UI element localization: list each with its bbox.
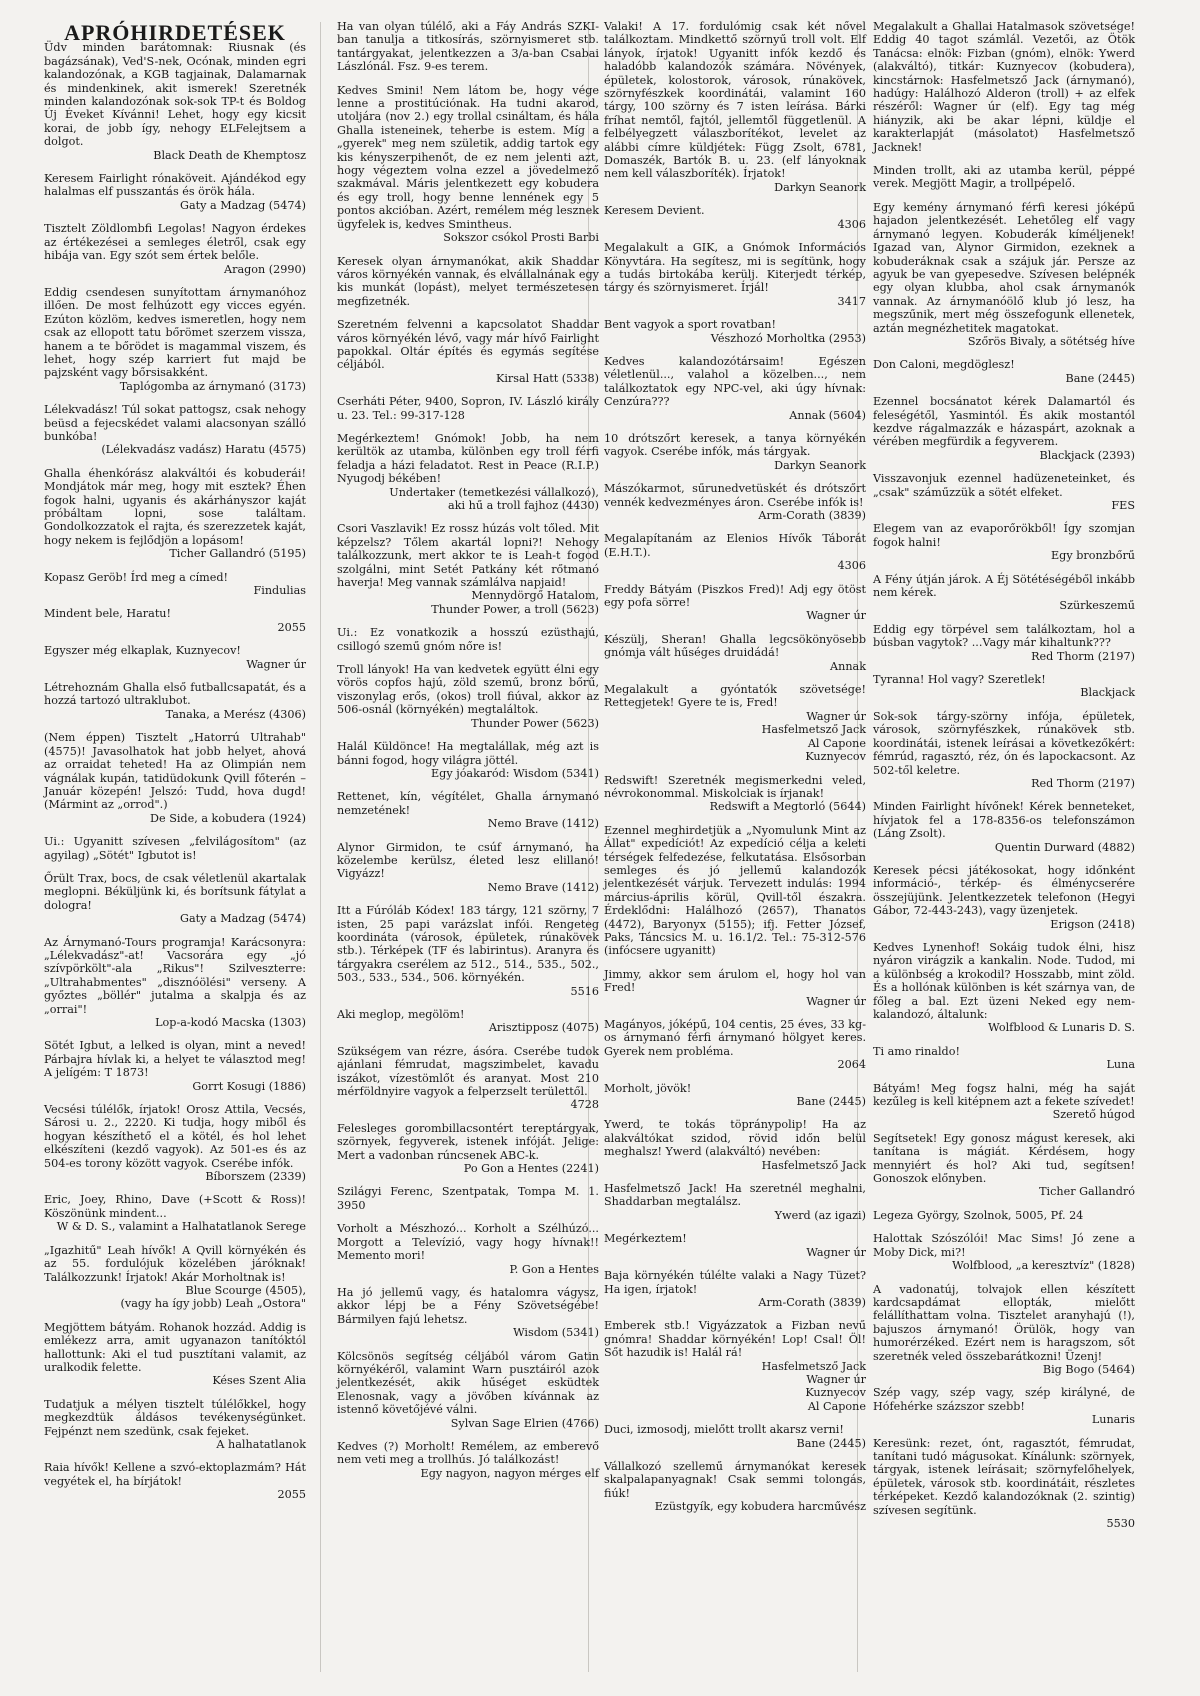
classified-ad: [604, 432, 866, 472]
classified-ad: [873, 1283, 1135, 1377]
classified-ad: [44, 286, 306, 393]
ad-text: A Fény útján járok. A Éj Sötétéségéből inkább nem kérek.: [873, 572, 1135, 600]
ad-signature: Hasfelmetsző Jack: [761, 1158, 866, 1172]
ad-text: Tudatjuk a mélyen tisztelt túlélőkkel, hogy megkezdtük áldásos tevékenységünket. Fejpénzt nem szedünk, csak fejeket.: [44, 1397, 306, 1438]
ad-text: Ui.: Ugyanitt szívesen „felvilágosítom" (az agyilag) „Sötét" Igbutot is!: [44, 835, 306, 862]
classified-ad: [873, 472, 1135, 512]
classified-ad: [873, 623, 1135, 663]
ad-signature: Hasfelmetsző Jack: [761, 723, 866, 737]
ad-text: Baja környékén túlélte valaki a Nagy Tüzet? Ha igen, írjatok!: [604, 1269, 866, 1296]
ad-text: Szeretném felvenni a kapcsolatot Shaddar város környékén lévő, vagy már hívő Fairlight papokkal. Oltár építés és egymás segítése céljából.: [337, 318, 599, 372]
ad-signature: Red Thorm (2197): [1031, 649, 1135, 663]
classified-ad: [873, 1045, 1135, 1072]
ad-signature: Kuznyecov: [805, 1386, 866, 1400]
ad-signature: Luna: [1106, 1058, 1135, 1072]
ad-signature: Bane (2445): [796, 1436, 866, 1450]
ad-text: Segítsetek! Egy gonosz mágust keresek, aki tanítana is mágiát. Kérdésem, hogy mennyiért és hol? Aki tud, segítsen! Gonoszok előnyben.: [873, 1131, 1135, 1186]
ad-signature: Arm-Corath (3839): [758, 1295, 866, 1309]
classified-ad: [337, 1222, 599, 1276]
ad-text: Freddy Bátyám (Piszkos Fred)! Adj egy ötöst egy pofa sörre!: [604, 582, 866, 610]
ad-signature: 2055: [277, 1488, 306, 1502]
classified-ad: [44, 1103, 306, 1183]
ad-signature: Egy bronzbőrű: [1051, 549, 1135, 563]
ad-text: Itt a Fúróláb Kódex! 183 tárgy, 121 szörny, 7 isten, 25 papi varázslat infói. Rengeteg koordináta (városok, épületek, rúnakövek stb.). Térképek (TF és labirintus). Aranyra és tárgyakra cserélem az 512., 514., 535., 502., 503., 533., 534., 506. környékén.: [337, 904, 599, 985]
ad-signature: Wagner úr: [806, 609, 866, 623]
ad-text: Készülj, Sheran! Ghalla legcsökönyösebb gnómja vált hűséges druidádá!: [604, 632, 866, 660]
classified-ad: [604, 204, 866, 231]
ad-text: Keresem Fairlight rónaköveit. Ajándékod egy halalmas elf pusszantás és örök hála.: [44, 172, 306, 199]
ad-signature: Wolfblood & Lunaris D. S.: [988, 1021, 1135, 1035]
ad-text: Ha jó jellemű vagy, és hatalomra vágysz, akkor lépj be a Fény Szövetségébe! Bármilyen fajú lehetsz.: [337, 1285, 599, 1326]
ad-text: Ghalla éhenkórász alakváltói és kobuderái! Mondjátok már meg, hogy mit esztek? Éhen fogok halni, ugyanis és akárhányszor kaját próbáltam lopni, sose találtam. Gondolkozzatok el rajta, és szerezzetek kaját, hogy nekem is fejlődjön a lopásom!: [44, 466, 306, 547]
ad-signature: 2064: [837, 1058, 866, 1072]
ad-signature: Red Thorm (2197): [1031, 776, 1135, 790]
ad-signature: Sokszor csókol Prosti Barbi: [443, 231, 599, 245]
classified-ad: [44, 1398, 306, 1452]
ad-signature: Nemo Brave (1412): [487, 880, 599, 894]
ad-signature: FES: [1111, 499, 1135, 512]
classified-ad: [337, 522, 599, 616]
classified-ad: [604, 1118, 866, 1172]
ad-text: Tisztelt Zöldlombfi Legolas! Nagyon érdekes az értékezései a semleges életről, csak egy hibája van. Egy szót sem értek belőle.: [44, 222, 306, 263]
ad-signature: Arm-Corath (3839): [758, 509, 866, 522]
classified-ad: [44, 172, 306, 212]
classified-ad: [873, 800, 1135, 854]
ad-text: Legeza György, Szolnok, 5005, Pf. 24: [873, 1208, 1084, 1222]
ad-text: Keresek olyan árnymanókat, akik Shaddar város környékén vannak, és elvállalnának egy kis munkát (lopást), melyet természetesen megfizetnék.: [337, 254, 599, 308]
ad-signature: Szerető húgod: [1052, 1108, 1135, 1122]
ad-signature: Aragon (2990): [224, 262, 306, 276]
ad-text: Szükségem van rézre, ásóra. Cserébe tudok ajánlani fémrudat, magszimbelet, kavadu iszákot, vízestömlőt és aranyat. Most 210 mérföldnyire vagyok a felperzselt területtől.: [337, 1044, 599, 1099]
ad-signature: Blackjack: [1080, 686, 1135, 700]
classified-ad: [44, 571, 306, 598]
ad-signature: (Lélekvadász vadász) Haratu (4575): [101, 443, 306, 457]
ad-signature: Wisdom (5341): [513, 1326, 599, 1340]
ad-signature: Tanaka, a Merész (4306): [165, 707, 306, 721]
ad-signature: Lunaris: [1091, 1413, 1135, 1427]
ad-signature: Kirsal Hatt (5338): [495, 371, 599, 385]
ad-text: Ui.: Ez vonatkozik a hosszú ezüsthajú, csillogó szemű gnóm nőre is!: [337, 626, 599, 653]
ad-signature: Wagner úr: [806, 1372, 866, 1386]
ad-text: Minden Fairlight hívőnek! Kérek benneteket, hívjatok fel a 178-8356-os telefonszámon (Láng Zsolt).: [873, 800, 1135, 841]
ad-text: Ezennel meghirdetjük a „Nyomulunk Mint az Állat" expedíciót! Az expedíció célja a keleti térségek felfedezése, felkutatása. Elsősorban semleges és jó jellemű kalandozók jelentkezését várjuk. Tervezett indulás: 1994 március-április körül, Qvill-től északra. Érdeklődni: Halálhozó (2657), Thanatos (4472), Baryonyx (5155); ifj. Fetter József, Paks, Táncsics M. u. 16.1/2. Tel.: 75-312-576 (infócsere ugyanitt): [604, 823, 866, 958]
classified-ad: [604, 774, 866, 814]
ad-text: Elegem van az evaporőrökből! Így szomjan fogok halni!: [873, 522, 1135, 549]
ad-text: Megalakult a Ghallai Hatalmasok szövetsége! Eddig 40 tagot számlál. Vezetői, az Ötök Tanácsa: elnök: Fizban (gnóm), elnök: Ywerd (alakváltó), titkár: Kuznyecov (kobudera), kincstárnok: Hasfelmetsző Jack (árnymanó), hadúgy: Halálhozó Alderon (troll) + az elfek részéről: Wagner úr (elf). Egy tag még hiányzik, aki be akar lépni, küldje el karakterlapját (másolatot) Hasfelmetsző Jacknek!: [873, 20, 1135, 154]
ad-signature: Erigson (2418): [1050, 917, 1135, 931]
classified-ad: [44, 403, 306, 457]
classified-ad: [604, 583, 866, 623]
classified-ad: [337, 1008, 599, 1035]
ad-text: Kopasz Geröb! Írd meg a címed!: [44, 570, 229, 584]
classified-ad: [873, 1232, 1135, 1272]
classified-ad: [44, 1193, 306, 1233]
ad-signature: 4306: [837, 559, 866, 573]
ad-text: Visszavonjuk ezennel hadüzeneteinket, és „csak" száműzzük a sötét elfeket.: [873, 472, 1135, 499]
ad-text: Magányos, jóképű, 104 centis, 25 éves, 33 kg-os árnymanó férfi árnymanó hölgyet keres. Gyerek nem probléma.: [604, 1018, 866, 1058]
classified-ad: [604, 824, 866, 958]
ad-signature: Al Capone: [807, 1399, 866, 1413]
ad-signature: 5516: [570, 984, 599, 998]
ad-signature: Bane (2445): [796, 1095, 866, 1109]
ad-signature: 2055: [277, 620, 306, 634]
classified-ad: [873, 673, 1135, 700]
ad-text: Hasfelmetsző Jack! Ha szeretnél meghalni, Shaddarban megtalálsz.: [604, 1182, 866, 1209]
classified-ad: [44, 936, 306, 1030]
ad-text: Morholt, jövök!: [604, 1081, 692, 1095]
classified-ad: [604, 20, 866, 194]
ad-text: 10 drótszőrt keresek, a tanya környékén vagyok. Cserébe infók, más tárgyak.: [604, 431, 866, 459]
ad-signature: Szőrös Bivaly, a sötétség híve: [967, 334, 1135, 348]
ad-signature: Black Death de Khemptosz: [153, 148, 306, 162]
classified-ad: [604, 1319, 866, 1413]
classified-ad: [873, 1132, 1135, 1199]
classified-ad: [337, 432, 599, 512]
ad-text: Halottak Szószólói! Mac Sims! Jó zene a Moby Dick, mi?!: [873, 1232, 1135, 1259]
column-3: [604, 20, 866, 1524]
ad-signature: Gaty a Madzag (5474): [180, 912, 306, 926]
classified-ad: [44, 607, 306, 634]
ad-text: Ha van olyan túlélő, aki a Fáy András SZKI-ban tanulja a titkosírás, szörnyismeret stb. tantárgyakat, jelentkezzen a 3/a-ban Csabai Lászlónál. Fsz. 9-es terem.: [337, 20, 599, 74]
ad-text: Keresek pécsi játékosokat, hogy időnként információ-, térkép- és élménycserére összejüjünk. Jelentkezzetek telefonon (Hegyi Gábor, 72-443-243), vagy üzenjetek.: [873, 863, 1135, 918]
classified-ad: [337, 1286, 599, 1340]
column-1: [44, 20, 306, 1512]
page-title: APRÓHIRDETÉSEK: [64, 20, 286, 45]
ad-text: Don Caloni, megdöglesz!: [873, 358, 1015, 372]
ad-signature: Egy nagyon, nagyon mérges elf: [420, 1466, 599, 1480]
classified-ad: [873, 710, 1135, 790]
ad-signature: 3417: [837, 294, 866, 308]
ad-signature: Wolfblood, „a keresztvíz" (1828): [952, 1259, 1135, 1273]
classified-ad: [604, 1082, 866, 1109]
ad-signature: Bane (2445): [1065, 371, 1135, 385]
ad-signature: De Side, a kobudera (1924): [150, 811, 306, 825]
classified-ad: [44, 467, 306, 561]
ad-text: Minden trollt, aki az utamba kerül, péppé verek. Megjött Magir, a trollpépelő.: [873, 164, 1135, 191]
ad-signature: Bíborszem (2339): [205, 1170, 306, 1184]
ad-text: Raia hívők! Kellene a szvó-ektoplazmám? Hát vegyétek el, ha bírjátok!: [44, 1461, 306, 1488]
ad-text: Őrült Trax, bocs, de csak véletlenül akartalak meglopni. Béküljünk ki, és borítsunk fátylat a dologra!: [44, 871, 306, 912]
ad-text: Eddig csendesen sunyítottam árnymanóhoz illően. De most felhúzott egy vicces egyén. Ezúton közlöm, kedves ismeretlen, hogy nem csak az ellopott tatu bőrömet szerzem vissza, hanem a te bőrödet is magammal viszem, és lehet, hogy szép karriert fut majd be pajzsként vagy bőrsisakként.: [44, 285, 306, 380]
ad-text: Megjöttem bátyám. Rohanok hozzád. Addig is emlékezz arra, amit ugyanazon tanítóktól hallottunk: Aki el tud pusztítani valamit, az uralkodik felette.: [44, 1320, 306, 1374]
ad-signature: Ezüstgyík, egy kobudera harcművész: [654, 1500, 866, 1514]
classified-ad: [604, 241, 866, 308]
classified-ad: [337, 904, 599, 998]
ad-text: Tyranna! Hol vagy? Szeretlek!: [873, 673, 1046, 687]
classified-ad: [337, 84, 599, 245]
ad-signature: Gaty a Madzag (5474): [180, 198, 306, 212]
ad-signature: Blue Scourge (4505),: [185, 1283, 306, 1297]
classified-ad: [44, 1461, 306, 1501]
ad-text: Megérkeztem!: [604, 1232, 687, 1246]
ad-text: Keresünk: rezet, ónt, ragasztót, fémrudat, tanítani tudó mágusokat. Kínálunk: szörnyek, tárgyak, istenek leírásait; szörnyfelőhelyek, épületek, városok stb. koordinátáit, részletes térképeket. Kezdő kalandozóknak (2. szintig) szívesen segítünk.: [873, 1436, 1135, 1517]
ad-text: Egyszer még elkaplak, Kuznyecov!: [44, 644, 241, 658]
ad-text: Kedves Smini! Nem látom be, hogy vége lenne a prostitúciónak. Ha tudni akarod, utoljára (nov 2.) egy trollal csináltam, és hála Ghalla isteneinek, teherbe is estem. Míg a „gyerek" meg nem születik, addig tartok egy kis kényszerpihenőt, de ez nem jelenti azt, hogy végeztem volna ezzel a jövedelmező szakmával. Máris jelentkezett egy kobudera és egy troll, hogy benne lennének egy 5 pontos akcióban. Azért, remélem még lesznek ügyfelek is, kedves Smintheus.: [337, 83, 599, 231]
ad-text: Mindent bele, Haratu!: [44, 607, 172, 621]
ad-signature: Gorrt Kosugi (1886): [192, 1079, 306, 1093]
ad-signature: Ticher Gallandró (5195): [169, 547, 306, 561]
ad-signature: A halhatatlanok: [216, 1437, 306, 1451]
classified-ad: [337, 790, 599, 830]
column-4: [873, 20, 1135, 1540]
ad-text: (Nem éppen) Tisztelt „Hatorrú Ultrahab" (4575)! Javasolhatok hat jobb helyet, ahová az orraidat teheted! Ha az Olimpián nem vágnálak kupán, tatidüdokunk Qvill főterén – Január közepén! Jelszó: Tudd, hova dugd! (Mármint az „orrod".): [44, 731, 306, 812]
ad-text: Redswift! Szeretnék megismerkedni veled, névrokonommal. Miskolciak is írjanak!: [604, 773, 866, 800]
classified-ad: [337, 663, 599, 730]
ad-signature: Thunder Power (5623): [471, 716, 599, 730]
ad-text: „Igazhitű" Leah hívők! A Qvill környékén és az 55. fordulójuk közelében járóknak! Találkozzunk! Írjatok! Akár Morholtnak is!: [44, 1243, 306, 1284]
ad-signature: Wagner úr: [806, 709, 866, 723]
column-2: [337, 20, 599, 1490]
classified-ad: [44, 872, 306, 926]
ad-text: Bátyám! Meg fogsz halni, még ha saját kezűleg is kell kitépnem azt a fekete szívedet!: [873, 1081, 1135, 1109]
ad-signature: Wagner úr: [806, 994, 866, 1008]
ad-signature: Taplógomba az árnymanó (3173): [119, 379, 306, 393]
classified-ad: [873, 1082, 1135, 1122]
classified-ad: [873, 164, 1135, 191]
ad-text: Kölcsönös segítség céljából várom Gatin környékéről, valamint Warn pusztáiról azok jelentkezését, akik hűséget esküdtek Elenosnak, vagy a jövőben kívánnak az istennő követőjévé válni.: [337, 1349, 599, 1417]
classified-ad: [44, 644, 306, 671]
classified-ad: [337, 740, 599, 780]
ad-text: Az Árnymanó-Tours programja! Karácsonyra: „Lélekvadász"-at! Vacsorára egy „jó szívpörkölt"-ala „Rikus"! Szilveszterre: „Ultrahabmentes" „disznóölési" verseny. A győztes „böllér" jutalma a skalpja és az „orrai"!: [44, 935, 306, 1016]
classified-ad: [604, 1018, 866, 1072]
ad-signature: Po Gon a Hentes (2241): [463, 1162, 599, 1176]
ad-signature: Darkyn Seanork: [774, 180, 866, 194]
ad-signature: (vagy ha így jobb) Leah „Ostora": [120, 1297, 306, 1311]
ad-text: Kedves Lynenhof! Sokáig tudok élni, hisz nyáron virágzik a kankalin. Node. Tudod, mi a különbség a krokodil? Hosszabb, mint zöld. És a hollónak különben is két szárnya van, de főleg a bal. Ezt üzeni Neked egy nem-kalandozó, általunk:: [873, 940, 1135, 1021]
classified-ad: [604, 1269, 866, 1309]
ad-signature: Wagner úr: [806, 1245, 866, 1259]
ad-text: Ezennel bocsánatot kérek Dalamartól és feleségétől, Yasmintól. És akik mostantól kezdve rágalmazzák e házaspárt, azoknak a vérében megfürdik a fegyverem.: [873, 395, 1135, 449]
ad-signature: Redswift a Megtorló (5644): [709, 800, 866, 814]
classified-ad: [44, 1244, 306, 1311]
ad-text: A vadonatúj, tolvajok ellen készített kardcsapdámat ellopták, mielőtt felállíthattam volna. Tisztelet aranyhajú (!), bajuszos árnymanó! Örülök, hogy van humorérzéked. Ezért nem is haragszom, sőt szeretnék veled összebarátkozni! Üzenj!: [873, 1282, 1135, 1363]
ad-signature: Sylvan Sage Elrien (4766): [450, 1416, 599, 1430]
classified-ad: [604, 1423, 866, 1450]
ad-signature: 5530: [1106, 1517, 1135, 1530]
classified-ad: [337, 841, 599, 895]
ad-signature: Wagner úr: [246, 657, 306, 671]
ad-text: Megalapítanám az Elenios Hívők Táborát (E.H.T.).: [604, 532, 866, 559]
ad-signature: 4306: [837, 217, 866, 231]
classified-ad: [337, 255, 599, 309]
classified-ad: [44, 731, 306, 825]
column-divider: [320, 22, 321, 1672]
classified-ad: [873, 573, 1135, 613]
classified-ad: [44, 1321, 306, 1388]
classified-ad: [604, 633, 866, 673]
classified-ad: [604, 482, 866, 522]
ad-signature: Ywerd (az igazi): [774, 1208, 866, 1222]
classified-ad: [604, 532, 866, 572]
ad-text: Csori Vaszlavik! Ez rossz húzás volt tőled. Mit képzelsz? Tőlem akartál lopni?! Nehogy találkozzunk, mert akkor te is Leah-t fogod szolgálni, mint Setét Patkány két rőtmanó haverja! Meg vannak számlálva napjaid!: [337, 522, 599, 590]
classified-ad: [337, 1350, 599, 1430]
classified-ad: [337, 20, 599, 74]
classified-ad: [337, 626, 599, 653]
classified-ad: [873, 864, 1135, 931]
ad-signature: Darkyn Seanork: [774, 458, 866, 472]
ad-text: Eddig egy törpével sem találkoztam, hol a búsban vagytok? ...Vagy már kihaltunk???: [873, 622, 1135, 650]
classified-ad: [337, 318, 599, 385]
ad-text: Létrehoznám Ghalla első futballcsapatát, és a hozzá tartozó ultraklubot.: [44, 681, 306, 708]
ad-text: Mászókarmot, sűrunedvetüskét és drótszőrt vennék kedvezményes áron. Cserébe infók is!: [604, 482, 866, 509]
classified-ad: [873, 1209, 1135, 1222]
ad-text: Bent vagyok a sport rovatban!: [604, 318, 777, 332]
ad-text: Vorholt a Mészhozó... Korholt a Szélhúzó... Morgott a Televízió, vagy hogy hívnak!! Memento mori!: [337, 1222, 599, 1263]
classified-ad: [604, 318, 866, 345]
classified-ad: [873, 201, 1135, 348]
ad-text: Jimmy, akkor sem árulom el, hogy hol van Fred!: [604, 967, 866, 995]
ad-signature: Big Bogo (5464): [1042, 1362, 1135, 1376]
classified-ad: [873, 1437, 1135, 1531]
ad-text: Megalakult a GIK, a Gnómok Információs Könyvtára. Ha segítesz, mi is segítünk, hogy a tudás birtokába kerülj. Kiterjedt térkép, tárgy és szörnyismeret. Írjál!: [604, 241, 866, 295]
ad-text: Vállalkozó szellemű árnymanókat keresek skalpalapanyagnak! Csak semmi tolongás, fiúk!: [604, 1459, 866, 1500]
ad-signature: Quentin Durward (4882): [994, 840, 1135, 854]
ad-text: Duci, izmosodj, mielőtt trollt akarsz verni!: [604, 1423, 844, 1437]
ad-signature: Findulias: [253, 584, 306, 598]
classified-ad: [44, 1039, 306, 1093]
ad-text: Valaki! A 17. fordulómig csak két nővel találkoztam. Mindkettő szörnyű troll volt. Elf lányok, írjatok! Ugyanitt infók kezdő és haladóbb kalandozók számára. Növények, épületek, kolostorok, városok, rúnakövek, szörnyfészkek koordinátái, valamint 160 tárgy, 100 szörny és 7 isten leírása. Bárki fríhat nemtől, fajtól, jellemtől függetlenül. A felbélyegzett válaszborítékot, levelet az alábbi címre küldjétek: Függ Zsolt, 6781, Domaszék, Bartók B. u. 23. (elf lányoknak nem kell válaszboríték). Írjatok!: [604, 20, 866, 181]
ad-text: Ti amo rinaldo!: [873, 1044, 960, 1058]
classified-ad: [44, 681, 306, 721]
ad-text: Üdv minden barátomnak: Riusnak (és bagázsának), Ved'S-nek, Ocónak, minden egri kalandozónak, a KGB tagjainak, Dalamarnak és mindenkinek, akit ismerek! Szeretnék minden kalandozónak sok-sok TP-t és Boldog Új Éveket Kívánni! Lehet, hogy egy kicsit korai, de jobb így, nehogy ELFelejtsem a dolgot.: [44, 41, 306, 149]
classified-ad: [604, 1182, 866, 1222]
ad-signature: Annak (5604): [789, 408, 866, 422]
ad-signature: Hasfelmetsző Jack: [761, 1359, 866, 1373]
classified-ad: [337, 1122, 599, 1176]
ad-signature: Nemo Brave (1412): [487, 817, 599, 831]
classified-ad: [604, 683, 866, 763]
ad-signature: Vészhozó Morholtka (2953): [710, 331, 866, 345]
classified-ad: [873, 358, 1135, 385]
ad-signature: Al Capone: [807, 736, 866, 750]
ad-text: Alynor Girmidon, te csúf árnymanó, ha közelembe kerülsz, életed lesz elillanó! Vigyázz!: [337, 840, 599, 881]
ad-text: Egy kemény árnymanó férfi keresi jóképű hajadon jelentkezését. Lehetőleg elf vagy árnymanó legyen. Kobuderák kíméljenek! Igazad van, Alynor Girmidon, ezeknek a kobuderáknak csak a szájuk jár. Persze az agyuk be van gyepesedve. Szívesen belépnék egy olyan klubba, ahol csak árnymanók vannak. Az árnymanóölő klub jó lesz, ha megszűnik, mert még összefogunk ellenetek, aztán megnézhetitek magatokat.: [873, 200, 1135, 335]
ad-text: Vecsési túlélők, írjatok! Orosz Attila, Vecsés, Sárosi u. 2., 2220. Ki tudja, hogy miből és hogyan készíthető el a kötél, és hol lehet elkészíteni (kezdő vagyok). Az 501-es és az 504-es torony között vagyok. Cserébe infók.: [44, 1103, 306, 1170]
classified-ad: [604, 355, 866, 422]
ad-text: Eric, Joey, Rhino, Dave (+Scott & Ross)! Köszönünk mindent...: [44, 1193, 306, 1220]
ad-text: Sok-sok tárgy-szörny infója, épületek, városok, szörnyfészkek, rúnakövek stb. koordinátái, istenek leírásai a következőkért: fémrúd, ragasztó, réz, ón és lapockacsont. Az 502-től keletre.: [873, 709, 1135, 777]
ad-signature: Blackjack (2393): [1039, 448, 1135, 462]
classified-ad: [337, 1045, 599, 1112]
classified-ad: [604, 1232, 866, 1259]
ad-text: Troll lányok! Ha van kedvetek együtt élni egy vörös copfos hajú, zöld szemű, bronz bőrű, viszonylag erős, (okos) troll fiúval, akkor az 506-osnál (környékén) megtaláltok.: [337, 663, 599, 717]
ad-text: Felesleges gorombillacsontért tereptárgyak, szörnyek, fegyverek, istenek infóját. Jelige: Mert a vadonban rúncsenek ABC-k.: [337, 1121, 599, 1162]
classified-ad: [873, 395, 1135, 462]
ad-text: Emberek stb.! Vigyázzatok a Fizban nevű gnómra! Shaddar környékén! Lop! Csal! Öl! Sőt hazudik is! Halál rá!: [604, 1319, 866, 1360]
ad-text: Cserháti Péter, 9400, Sopron, IV. László király u. 23. Tel.: 99-317-128: [337, 395, 599, 422]
classified-ad: [44, 222, 306, 276]
ad-text: Szép vagy, szép vagy, szép királyné, de Hófehérke százszor szebb!: [873, 1386, 1135, 1413]
ad-signature: aki hű a troll fajhoz (4430): [448, 499, 599, 512]
ad-signature: Kuznyecov: [805, 750, 866, 764]
ad-text: Sötét Igbut, a lelked is olyan, mint a neved! Párbajra hívlak ki, a helyet te választod meg! A jelígém: T 1873!: [44, 1039, 306, 1080]
classified-ad: [873, 941, 1135, 1035]
classified-ad: [44, 41, 306, 162]
ad-signature: Undertaker (temetkezési vállalkozó),: [389, 485, 599, 499]
ad-signature: Egy jóakaród: Wisdom (5341): [431, 766, 599, 780]
ad-text: Kedves (?) Morholt! Remélem, az emberevő nem veti meg a trollhús. Jó találkozást!: [337, 1439, 599, 1467]
ad-signature: Mennydörgő Hatalom,: [471, 589, 599, 603]
ad-signature: Thunder Power, a troll (5623): [431, 602, 599, 616]
classified-ad: [337, 1440, 599, 1480]
ad-signature: Késes Szent Alia: [212, 1374, 306, 1388]
ad-text: Szilágyi Ferenc, Szentpatak, Tompa M. 1. 3950: [337, 1185, 599, 1212]
ad-signature: W & D. S., valamint a Halhatatlanok Serege: [56, 1220, 306, 1234]
ad-signature: Lop-a-kodó Macska (1303): [155, 1016, 306, 1029]
classified-ad: [604, 1460, 866, 1514]
ad-text: Kedves kalandozótársaim! Egészen véletlenül..., valahol a közelben..., nem találkoztatok egy NPC-vel, aki úgy hívnak: Cenzúra???: [604, 354, 866, 409]
ad-signature: P. Gon a Hentes: [509, 1262, 599, 1276]
ad-signature: Arisztipposz (4075): [488, 1021, 599, 1035]
classified-ad: [873, 20, 1135, 154]
ad-text: Keresem Devient.: [604, 204, 705, 218]
ad-text: Ywerd, te tokás töpránypolip! Ha az alakváltókat szidod, rövid időn belül meghalsz! Ywerd (alakváltó) nevében:: [604, 1118, 866, 1159]
classified-ad: [604, 968, 866, 1008]
ad-text: Lélekvadász! Túl sokat pattogsz, csak nehogy beüsd a fejecskédet valami alacsonyan szálló bunkóba!: [44, 403, 306, 443]
classified-ad: [44, 835, 306, 862]
ad-signature: Annak: [830, 659, 866, 673]
ad-signature: Szürkeszemű: [1059, 599, 1135, 613]
ad-text: Aki meglop, megölöm!: [337, 1008, 465, 1021]
classified-ad: [873, 1386, 1135, 1426]
ad-signature: 4728: [570, 1098, 599, 1112]
classified-ad: [337, 395, 599, 422]
ad-text: Megalakult a gyóntatók szövetsége! Rettegjetek! Gyere te is, Fred!: [604, 683, 866, 710]
ad-signature: Ticher Gallandró: [1039, 1185, 1135, 1199]
classified-ad: [337, 1185, 599, 1212]
ad-text: Halál Küldönce! Ha megtalállak, még azt is bánni fogod, hogy világra jöttél.: [337, 740, 599, 767]
ad-text: Rettenet, kín, végítélet, Ghalla árnymanó nemzetének!: [337, 790, 599, 817]
classified-ad: [873, 522, 1135, 562]
ad-text: Megérkeztem! Gnómok! Jobb, ha nem kerültök az utamba, különben egy troll férfi feladja a házi feladatot. Rest in Peace (R.I.P.) Nyugodj békében!: [337, 431, 599, 486]
